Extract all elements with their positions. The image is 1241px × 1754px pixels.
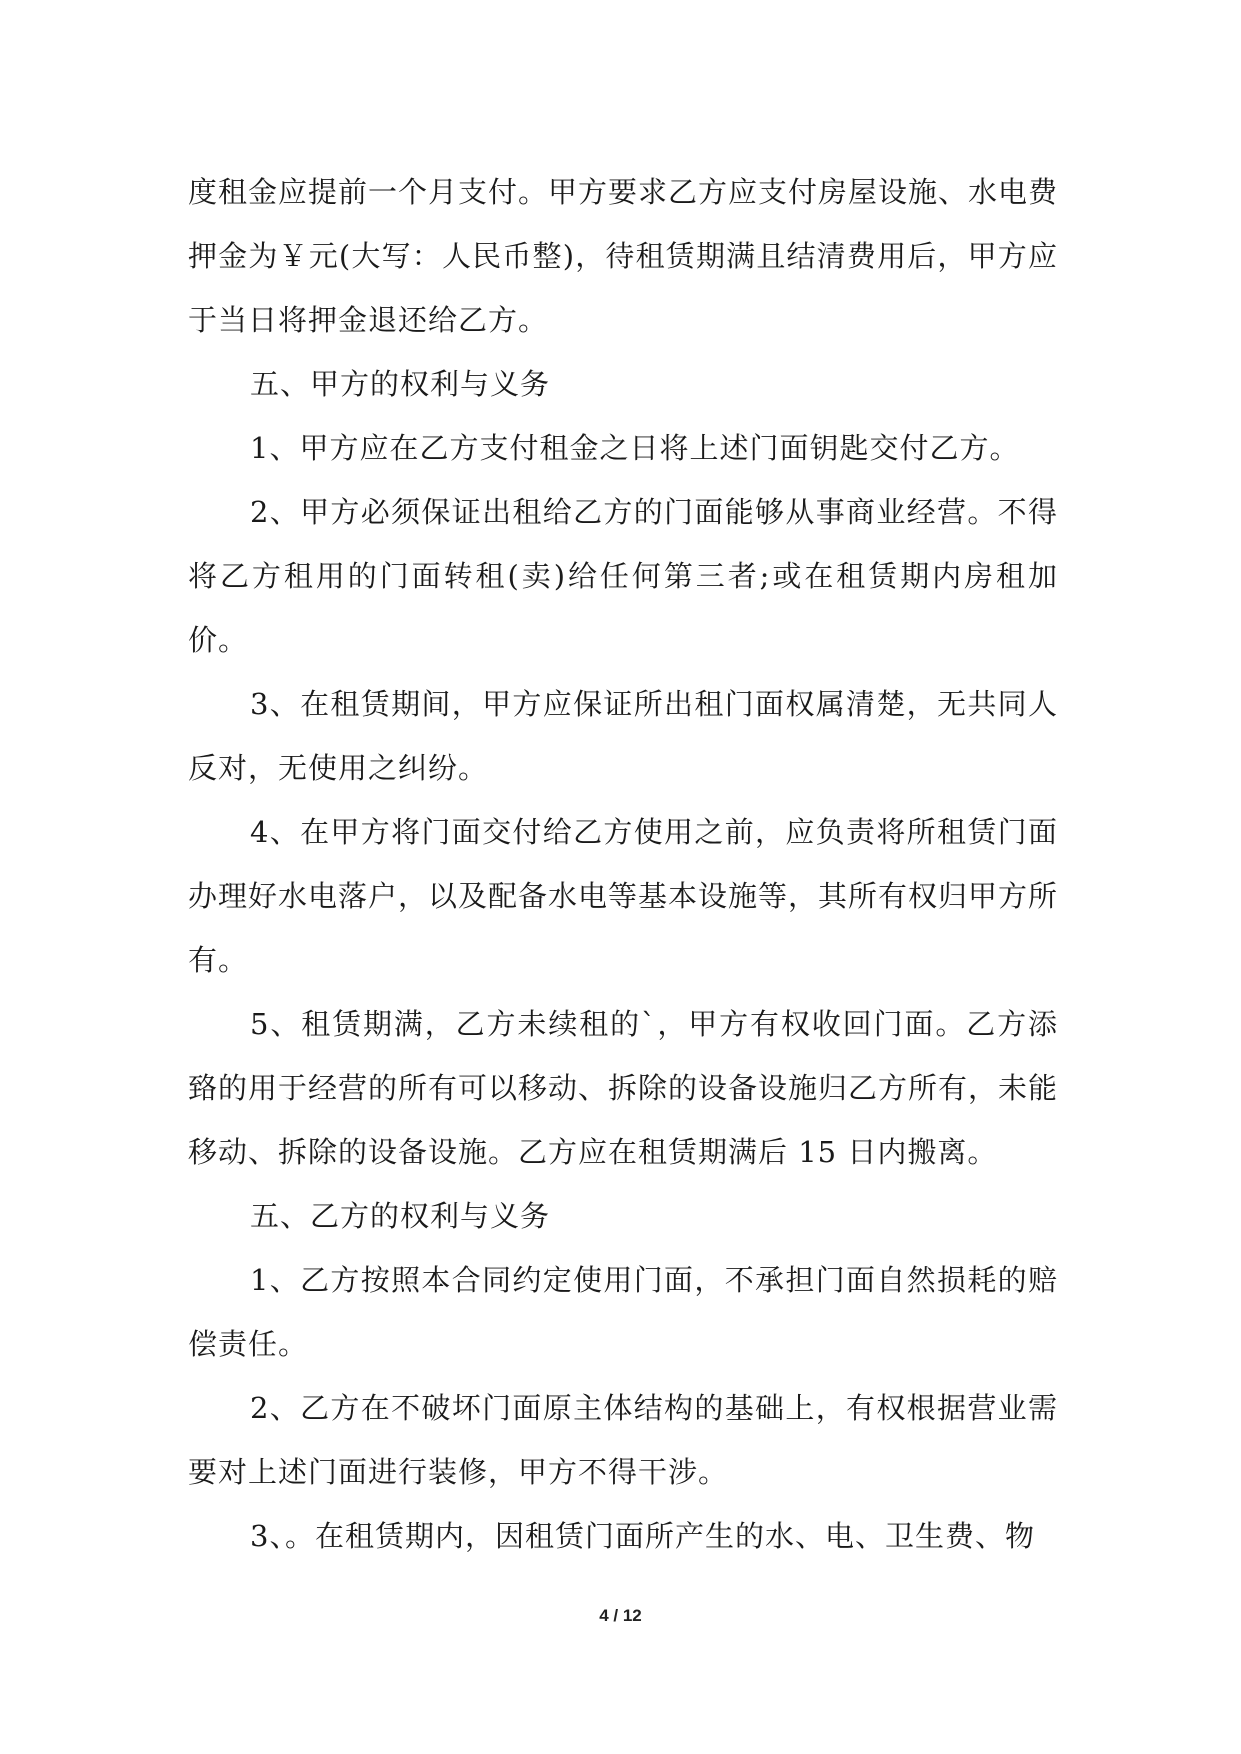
paragraph-party-b-item-2: 2、乙方在不破坏门面原主体结构的基础上，有权根据营业需要对上述门面进行装修，甲方不得干涉。: [188, 1391, 1058, 1489]
paragraph-deposit-terms: 度租金应提前一个月支付。甲方要求乙方应支付房屋设施、水电费押金为￥元(大写：人民币整)，待租赁期满且结清费用后，甲方应于当日将押金退还给乙方。: [188, 175, 1059, 337]
paragraph-party-b-item-1: 1、乙方按照本合同约定使用门面，不承担门面自然损耗的赔偿责任。: [188, 1263, 1058, 1361]
paragraph-party-a-item-1: 1、甲方应在乙方支付租金之日将上述门面钥匙交付乙方。: [250, 431, 1020, 465]
paragraph-party-a-item-4: 4、在甲方将门面交付给乙方使用之前，应负责将所租赁门面办理好水电落户，以及配备水电等基本设施等，其所有权归甲方所有。: [188, 815, 1059, 977]
paragraph-party-b-item-3: 3、。在租赁期内，因租赁门面所产生的水、电、卫生费、物: [250, 1519, 1035, 1553]
heading-party-b-rights: 五、乙方的权利与义务: [250, 1199, 551, 1233]
paragraph-party-a-item-5: 5、租赁期满，乙方未续租的`，甲方有权收回门面。乙方添臵的用于经营的所有可以移动、拆除的设备设施归乙方所有，未能移动、拆除的设备设施。乙方应在租赁期满后 15 日内搬离。: [188, 1007, 1059, 1169]
paragraph-party-a-item-3: 3、在租赁期间，甲方应保证所出租门面权属清楚，无共同人反对，无使用之纠纷。: [188, 687, 1058, 785]
heading-party-a-rights: 五、甲方的权利与义务: [250, 367, 551, 401]
page-number: 4 / 12: [599, 1606, 642, 1625]
document-body: [188, 160, 1058, 1568]
paragraph-party-a-item-2: 2、甲方必须保证出租给乙方的门面能够从事商业经营。不得将乙方租用的门面转租(卖)给任何第三者;或在租赁期内房租加价。: [188, 495, 1058, 657]
